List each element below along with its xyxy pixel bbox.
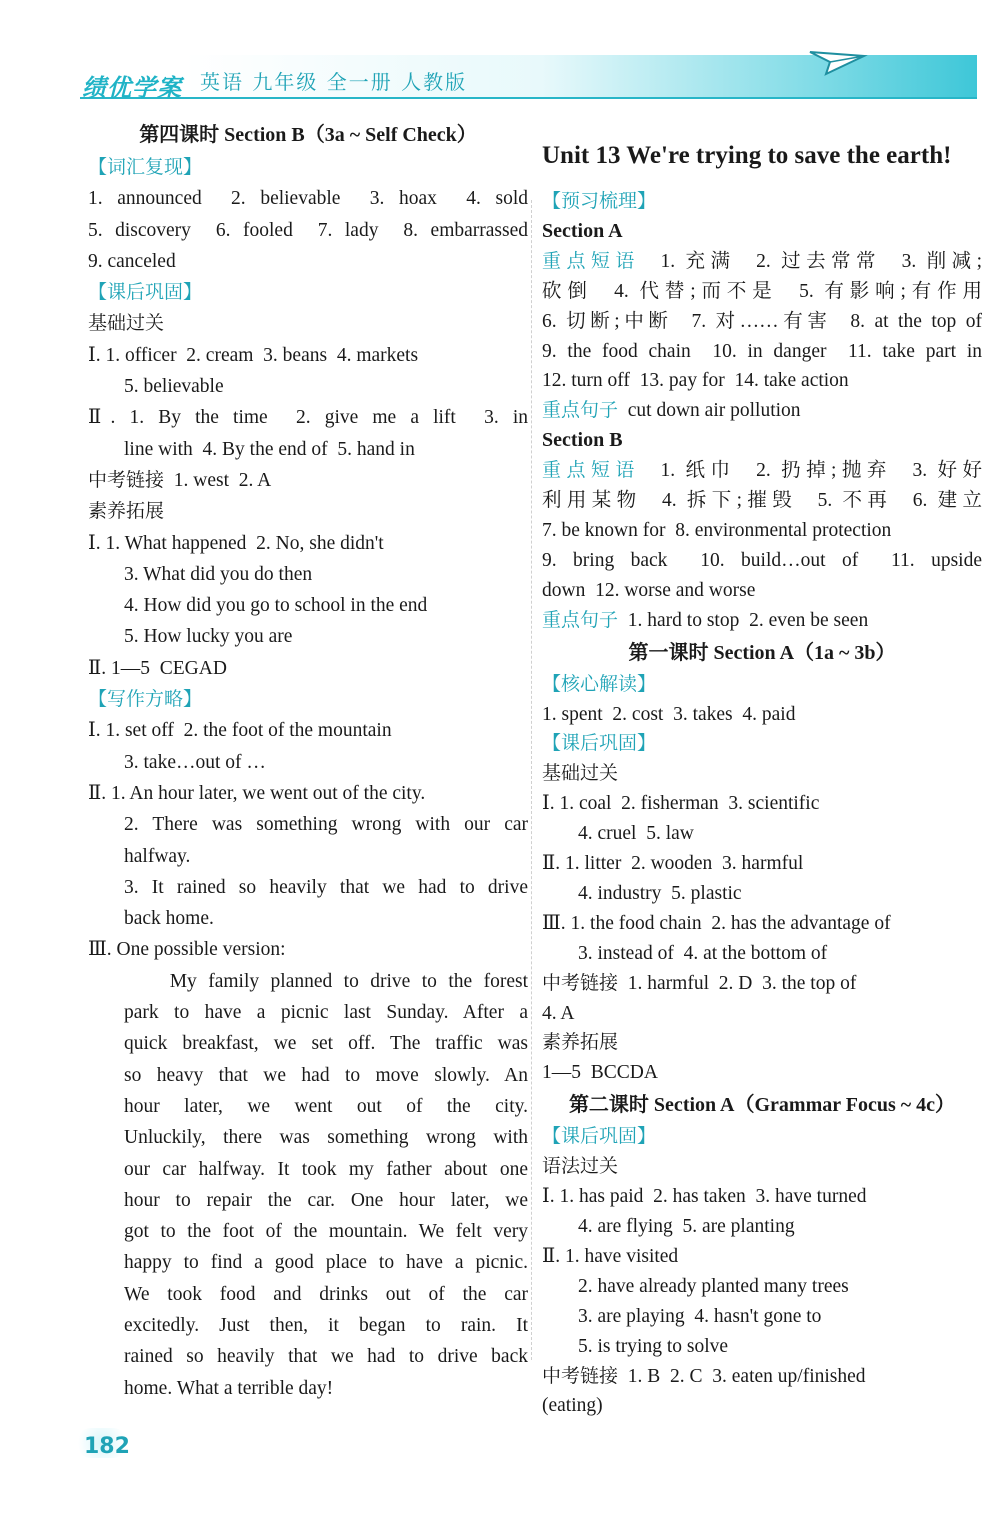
right-line — [542, 307, 982, 337]
answer-text: 4. How did you go to school in the end — [124, 595, 428, 617]
right-line — [542, 999, 982, 1029]
answer-text: 第一课时 Section A（1a ~ 3b） — [628, 641, 896, 664]
left-line — [88, 152, 528, 183]
left-line — [88, 903, 528, 934]
right-line — [542, 247, 982, 277]
left-line — [88, 371, 528, 402]
answer-text: 5. How lucky you are — [124, 626, 293, 648]
left-line — [88, 183, 528, 214]
answer-text: rained so heavily that we had to drive back — [124, 1346, 528, 1368]
right-line — [542, 849, 982, 879]
answer-text: 第二课时 Section A（Grammar Focus ~ 4c） — [568, 1094, 956, 1117]
left-line — [88, 841, 528, 872]
answer-text: Ⅲ. 1. the food chain 2. has the advantage of — [542, 912, 891, 934]
section-tag: 【词汇复现】 — [88, 156, 203, 178]
right-line — [542, 1088, 982, 1122]
key-label: 重点短语 — [542, 249, 640, 272]
left-line — [88, 340, 528, 371]
left-line — [88, 277, 528, 308]
left-line — [88, 308, 528, 339]
answer-text: hour later, we went out of the city. — [124, 1095, 528, 1117]
right-line — [542, 1332, 982, 1362]
section-tag: 【核心解读】 — [542, 672, 657, 695]
paper-plane-icon — [808, 48, 868, 78]
header-rule — [80, 97, 977, 99]
answer-text: 1. harmful 2. D 3. the top of — [618, 972, 857, 994]
answer-text: Ⅱ. 1—5 CEGAD — [88, 657, 227, 679]
left-line — [88, 934, 528, 965]
answer-text: 4. industry 5. plastic — [578, 882, 742, 904]
left-line — [88, 215, 528, 246]
answer-text: 1. announced 2. believable 3. hoax 4. sold — [88, 188, 528, 210]
answer-text: back home. — [124, 908, 214, 930]
left-line — [88, 997, 528, 1028]
right-line — [542, 606, 982, 636]
answer-text: 5. believable — [124, 376, 224, 398]
right-line — [542, 426, 982, 456]
answer-text: 4. are flying 5. are planting — [578, 1216, 795, 1237]
answer-text: 4. A — [542, 1002, 575, 1024]
right-line — [542, 1212, 982, 1242]
left-line — [88, 747, 528, 778]
right-line — [542, 729, 982, 759]
answer-text: 9. bring back 10. build…out of 11. upside — [542, 549, 982, 571]
answer-text: Unluckily, there was something wrong with — [124, 1127, 528, 1149]
sub-heading: 语法过关 — [542, 1155, 619, 1178]
answer-text: home. What a terrible day! — [124, 1377, 334, 1399]
answer-text: cut down air pollution — [618, 400, 801, 422]
right-line — [542, 939, 982, 969]
sub-heading: 基础过关 — [88, 312, 165, 335]
right-line — [542, 1391, 982, 1421]
answer-text: 1. spent 2. cost 3. takes 4. paid — [542, 703, 796, 725]
answer-text: excitedly. Just then, it began to rain. It — [124, 1314, 528, 1336]
left-line — [88, 684, 528, 715]
column-divider — [531, 200, 532, 1360]
right-line — [542, 759, 982, 789]
answer-text: Ⅰ. 1. officer 2. cream 3. beans 4. markets — [88, 344, 419, 366]
sub-heading: 素养拓展 — [542, 1031, 619, 1054]
left-line — [88, 1154, 528, 1185]
left-line — [88, 809, 528, 840]
right-line — [542, 546, 982, 576]
sub-heading: 素养拓展 — [88, 500, 165, 523]
answer-text: 3. What did you do then — [124, 563, 313, 585]
answer-text: happy to find a good place to have a picnic. — [124, 1252, 528, 1274]
page-header — [0, 0, 1007, 120]
answer-text: 砍倒 4. 代替;而不是 5. 有影响;有作用 — [542, 280, 982, 302]
right-line — [542, 636, 982, 670]
answer-text: 3. are playing 4. hasn't gone to — [578, 1305, 822, 1327]
section-tag: 【预习梳理】 — [542, 190, 657, 212]
answer-text: Ⅲ. One possible version: — [88, 939, 286, 961]
answer-text: park to have a picnic last Sunday. After a — [124, 1002, 528, 1024]
right-line — [542, 486, 982, 516]
answer-text: Ⅱ. 1. An hour later, we went out of the city. — [88, 782, 426, 804]
answer-text: so heavy that we had to move slowly. An — [124, 1064, 528, 1086]
answer-text: Section A — [542, 219, 623, 242]
answer-text: 1. B 2. C 3. eaten up/finished — [618, 1365, 866, 1387]
answer-text: We took food and drinks out of the car — [124, 1283, 528, 1305]
left-line — [88, 778, 528, 809]
left-line — [88, 528, 528, 559]
right-line — [542, 1152, 982, 1182]
left-line — [88, 1028, 528, 1059]
answer-text: 1. 充满 2. 过去常常 3. 削减; — [639, 250, 982, 272]
right-line — [542, 125, 982, 187]
right-line — [542, 1302, 982, 1332]
key-label: 重点句子 — [542, 399, 619, 422]
answer-text: (eating) — [542, 1395, 603, 1417]
answer-text: our car halfway. It took my father about one — [124, 1158, 528, 1180]
brand-logo: 绩优学案 — [82, 74, 182, 102]
right-line — [542, 1058, 982, 1088]
left-line — [88, 621, 528, 652]
right-column — [542, 125, 982, 1421]
answer-text: 3. It rained so heavily that we had to drive — [124, 876, 528, 898]
left-line — [88, 715, 528, 746]
left-line — [88, 1373, 528, 1404]
answer-text: 5. discovery 6. fooled 7. lady 8. embarrassed — [88, 219, 528, 241]
left-line — [88, 465, 528, 496]
left-line — [88, 246, 528, 277]
answer-text: 6. 切断;中断 7. 对……有害 8. at the top of — [542, 310, 982, 332]
left-column — [88, 118, 528, 1404]
right-line — [542, 1182, 982, 1212]
left-line — [88, 1341, 528, 1372]
right-line — [542, 969, 982, 999]
right-line — [542, 396, 982, 426]
right-line — [542, 187, 982, 217]
answer-text: line with 4. By the end of 5. hand in — [124, 438, 415, 460]
sub-heading: 中考链接 — [542, 971, 619, 994]
answer-text: 2. There was something wrong with our car — [124, 814, 528, 836]
right-line — [542, 1272, 982, 1302]
left-line — [88, 1122, 528, 1153]
left-line — [88, 402, 528, 433]
answer-text: 第四课时 Section B（3a ~ Self Check） — [139, 124, 477, 146]
left-line — [88, 872, 528, 903]
right-line — [542, 337, 982, 367]
answer-text: got to the foot of the mountain. We felt very — [124, 1221, 528, 1243]
right-line — [542, 1362, 982, 1392]
answer-text: 9. the food chain 10. in danger 11. take part in — [542, 340, 982, 362]
answer-text: My family planned to drive to the forest — [124, 970, 528, 992]
left-line — [88, 118, 528, 152]
answer-text: Ⅰ. 1. What happened 2. No, she didn't — [88, 532, 384, 554]
left-line — [88, 434, 528, 465]
left-line — [88, 1279, 528, 1310]
book-subject: 英语 九年级 全一册 人教版 — [200, 70, 468, 94]
left-line — [88, 1310, 528, 1341]
right-line — [542, 1028, 982, 1058]
key-label: 重点句子 — [542, 608, 619, 631]
answer-text: hour to repair the car. One hour later, we — [124, 1189, 528, 1211]
answer-text: Ⅱ. 1. litter 2. wooden 3. harmful — [542, 853, 804, 875]
right-line — [542, 576, 982, 606]
right-line — [542, 217, 982, 247]
right-line — [542, 1122, 982, 1152]
left-line — [88, 1247, 528, 1278]
answer-text: 1. 纸巾 2. 扔掉;抛弃 3. 好好 — [639, 460, 982, 482]
right-line — [542, 879, 982, 909]
answer-text: 9. canceled — [88, 250, 176, 272]
answer-text: 3. take…out of … — [124, 751, 266, 773]
answer-text: 1. west 2. A — [164, 469, 272, 491]
answer-text: Ⅱ. 1. have visited — [542, 1245, 679, 1267]
section-tag: 【课后巩固】 — [88, 281, 203, 304]
right-line — [542, 909, 982, 939]
left-line — [88, 1216, 528, 1247]
page-number: 182 — [84, 1434, 130, 1459]
right-line — [542, 456, 982, 486]
right-line — [542, 670, 982, 700]
answer-text: Unit 13 We're trying to save the earth! — [542, 142, 952, 169]
answer-text: 1—5 BCCDA — [542, 1062, 658, 1084]
key-label: 重点短语 — [542, 459, 640, 482]
answer-text: quick breakfast, we set off. The traffic was — [124, 1033, 528, 1055]
section-tag: 【写作方略】 — [88, 688, 203, 711]
sub-heading: 中考链接 — [542, 1364, 619, 1387]
answer-text: 4. cruel 5. law — [578, 823, 694, 845]
answer-text: Ⅱ. 1. By the time 2. give me a lift 3. in — [88, 407, 528, 429]
left-line — [88, 966, 528, 997]
left-line — [88, 1185, 528, 1216]
answer-text: 12. turn off 13. pay for 14. take action — [542, 370, 849, 392]
right-line — [542, 789, 982, 819]
sub-heading: 基础过关 — [542, 762, 619, 785]
left-line — [88, 559, 528, 590]
answer-text: Ⅰ. 1. coal 2. fisherman 3. scientific — [542, 793, 820, 815]
answer-text: down 12. worse and worse — [542, 579, 756, 601]
section-tag: 【课后巩固】 — [542, 1125, 657, 1148]
left-line — [88, 496, 528, 527]
right-line — [542, 366, 982, 396]
answer-text: 7. be known for 8. environmental protection — [542, 519, 892, 541]
answer-text: 1. hard to stop 2. even be seen — [618, 609, 869, 631]
sub-heading: 中考链接 — [88, 468, 165, 491]
right-line — [542, 700, 982, 730]
section-tag: 【课后巩固】 — [542, 732, 657, 755]
answer-text: 2. have already planted many trees — [578, 1275, 849, 1297]
right-line — [542, 1242, 982, 1272]
answer-text: Ⅰ. 1. has paid 2. has taken 3. have turned — [542, 1186, 867, 1208]
right-line — [542, 819, 982, 849]
left-line — [88, 1060, 528, 1091]
left-line — [88, 653, 528, 684]
answer-text: halfway. — [124, 845, 191, 867]
left-line — [88, 1091, 528, 1122]
right-line — [542, 516, 982, 546]
answer-text: Section B — [542, 429, 623, 452]
answer-text: Ⅰ. 1. set off 2. the foot of the mountain — [88, 720, 392, 742]
left-line — [88, 590, 528, 621]
answer-text: 3. instead of 4. at the bottom of — [578, 942, 828, 964]
answer-text: 利用某物 4. 拆下;摧毁 5. 不再 6. 建立 — [542, 490, 982, 512]
right-line — [542, 277, 982, 307]
answer-text: 5. is trying to solve — [578, 1335, 729, 1357]
